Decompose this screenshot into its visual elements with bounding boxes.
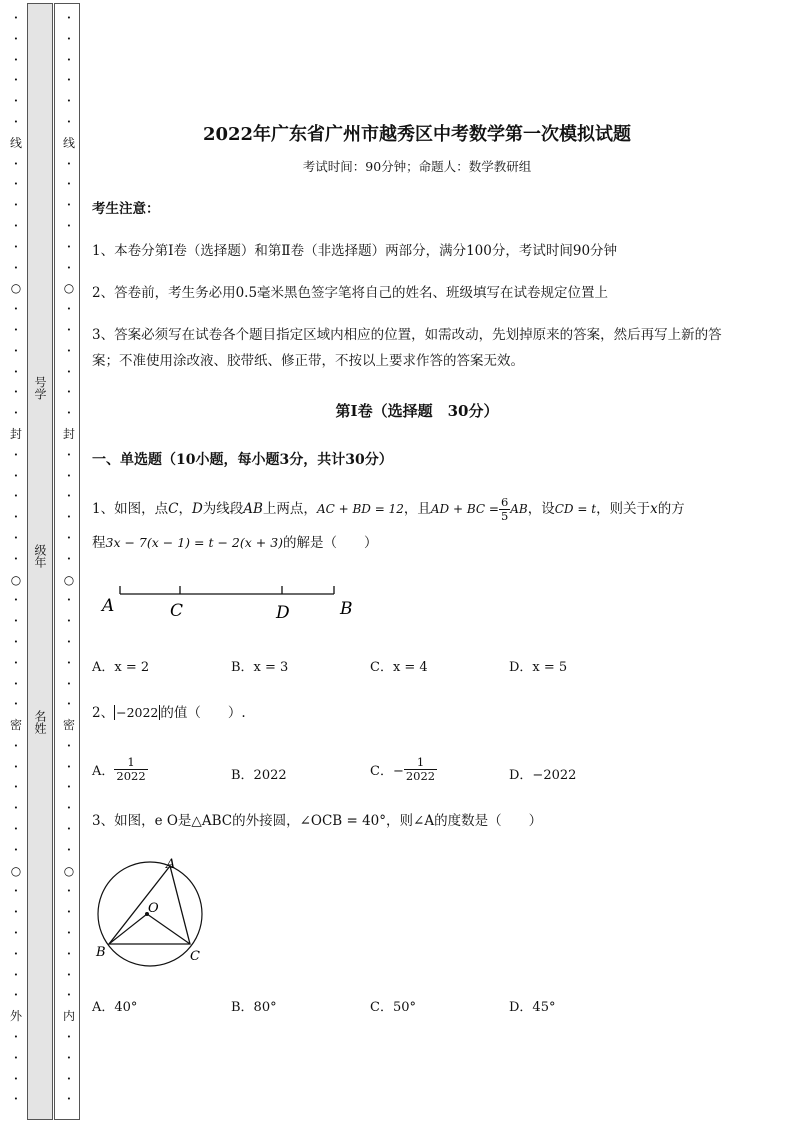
binding-label-name — [27, 710, 53, 739]
q1-text: 1、如图，点 — [92, 501, 169, 517]
binding-dot: • — [13, 14, 19, 22]
binding-mark: 封 — [62, 426, 75, 441]
q1-var-x: x — [650, 501, 658, 517]
binding-dot: • — [66, 492, 72, 501]
q2-text: 的值（ ）. — [160, 705, 246, 721]
binding-label-text: 级年 — [33, 544, 47, 568]
binding-dot: • — [13, 679, 19, 688]
binding-mark: ○ — [63, 572, 75, 587]
q2-option-a[interactable] — [92, 756, 148, 783]
binding-mark: 线 — [9, 135, 22, 150]
q1-var-c: C — [168, 501, 179, 517]
q3-circle-figure — [92, 850, 222, 970]
q1-var-ab: AB — [243, 501, 263, 517]
binding-dot: • — [13, 741, 19, 750]
page-title: 2022年广东省广州市越秀区中考数学第一次模拟试题 — [202, 124, 632, 145]
q2-absolute-value: −2022 — [116, 705, 159, 720]
binding-dot: • — [66, 1095, 72, 1104]
binding-mark: 封 — [9, 426, 22, 441]
binding-dot: • — [66, 929, 72, 938]
binding-dot: • — [13, 492, 19, 501]
binding-dot: • — [66, 180, 72, 189]
notice-item-2: 2、答卷前，考生务必用0.5毫米黑色签字笔将自己的姓名、班级填写在试卷规定位置上 — [92, 285, 609, 301]
binding-dot: • — [66, 700, 72, 709]
binding-dot: • — [13, 263, 19, 272]
binding-dot: • — [66, 1033, 72, 1042]
q1-text: ，且 — [403, 501, 431, 517]
binding-dot: • — [13, 762, 19, 771]
binding-dot: • — [13, 305, 19, 314]
binding-dot: • — [66, 617, 72, 626]
binding-dot: • — [66, 825, 72, 834]
binding-mark: ○ — [63, 281, 75, 296]
binding-dot: • — [66, 679, 72, 688]
binding-dot: • — [13, 1053, 19, 1062]
question-1-line-1 — [92, 494, 747, 524]
binding-dot: • — [13, 388, 19, 397]
binding-dot: • — [66, 762, 72, 771]
q1-text: ，则关于 — [596, 501, 651, 517]
binding-dot: • — [13, 533, 19, 542]
frac-num: 1 — [114, 756, 147, 770]
q1-equation-3: CD = t — [554, 502, 597, 516]
q1-text: 程 — [92, 535, 106, 551]
binding-label-student-id — [27, 376, 53, 405]
binding-dot: • — [66, 1074, 72, 1083]
binding-mark: 外 — [9, 1009, 22, 1024]
binding-dot: • — [66, 845, 72, 854]
binding-dot: • — [66, 14, 72, 22]
binding-dot: • — [13, 658, 19, 667]
binding-dot: • — [13, 513, 19, 522]
q2-text: 2、 — [92, 705, 115, 721]
question-2 — [92, 700, 747, 726]
binding-dot: • — [13, 180, 19, 189]
binding-dot: • — [66, 471, 72, 480]
notice-item-3: 3、答案必须写在试卷各个题目指定区域内相应的位置，如需改动，先划掉原来的答案，然后再写上新的答案；不准使用涂改液、胶带纸、修正带，不按以上要求作答的答案无效。 — [92, 327, 722, 369]
q3-option-c[interactable]: C．50° — [370, 1000, 416, 1015]
question-1-line-2 — [92, 530, 747, 556]
q1-equation-2: AD + BC = — [430, 502, 499, 516]
q1-text: ，设 — [527, 501, 555, 517]
page-subtitle: 考试时间：90分钟；命题人：数学教研组 — [302, 159, 532, 174]
binding-dot: • — [66, 596, 72, 605]
frac-den: 2022 — [405, 769, 436, 783]
frac-num: 1 — [404, 756, 437, 770]
q1-frac-num: 6 — [500, 495, 509, 509]
q1-option-d[interactable]: D．x = 5 — [509, 660, 568, 675]
binding-dot: • — [13, 845, 19, 854]
binding-dot: • — [66, 409, 72, 418]
binding-dot: • — [66, 1053, 72, 1062]
binding-label-text: 号学 — [33, 376, 47, 400]
binding-dot: • — [13, 970, 19, 979]
binding-dot: • — [13, 949, 19, 958]
q1-var-ab: AB — [510, 502, 528, 516]
binding-dot: • — [13, 825, 19, 834]
binding-dot: • — [13, 887, 19, 896]
q1-equation-1: AC + BD = 12 — [316, 502, 404, 516]
binding-dot: • — [66, 637, 72, 646]
binding-dot: • — [66, 533, 72, 542]
q2-option-d[interactable]: D．−2022 — [509, 768, 577, 783]
binding-mark: 内 — [62, 1009, 75, 1024]
notice-heading: 考生注意： — [92, 201, 160, 217]
binding-dot: • — [13, 471, 19, 480]
binding-dot: • — [66, 970, 72, 979]
label-a: A — [166, 857, 176, 872]
notice-item-1: 1、本卷分第I卷（选择题）和第Ⅱ卷（非选择题）两部分，满分100分，考试时间90分钟 — [92, 243, 618, 259]
binding-dot: • — [66, 346, 72, 355]
binding-dot: • — [66, 450, 72, 459]
binding-dot: • — [66, 887, 72, 896]
binding-dot: • — [13, 1074, 19, 1083]
binding-dot: • — [13, 617, 19, 626]
q2-option-c-fraction — [404, 756, 437, 783]
binding-dot: • — [13, 804, 19, 813]
q1-option-c[interactable]: C．x = 4 — [370, 660, 428, 675]
binding-dot: • — [13, 221, 19, 230]
frac-den: 2022 — [116, 769, 146, 783]
label-a: A — [102, 596, 115, 616]
binding-dot: • — [13, 929, 19, 938]
q1-text: ， — [178, 501, 192, 517]
section-title: 第I卷（选择题 30分） — [335, 402, 499, 420]
binding-mark: ○ — [10, 863, 22, 878]
q1-segment-figure — [92, 578, 372, 628]
binding-dot: • — [66, 804, 72, 813]
q2-option-b[interactable]: B．2022 — [231, 768, 287, 783]
binding-dot: • — [66, 325, 72, 334]
inner-dot-column — [56, 8, 82, 1110]
binding-dot: • — [13, 637, 19, 646]
binding-dot: • — [13, 596, 19, 605]
binding-dot: • — [66, 263, 72, 272]
binding-dot: • — [13, 34, 19, 43]
binding-dot: • — [13, 700, 19, 709]
label-c: C — [170, 601, 184, 621]
segment-ob — [109, 914, 147, 944]
binding-dot: • — [13, 159, 19, 168]
binding-dot: • — [66, 305, 72, 314]
binding-outer-column — [0, 0, 26, 1123]
binding-dot: • — [13, 783, 19, 792]
q1-text: 的解是（ ） — [283, 535, 378, 551]
binding-dot: • — [13, 201, 19, 210]
binding-dot: • — [13, 242, 19, 251]
binding-dot: • — [13, 554, 19, 563]
binding-dot: • — [66, 55, 72, 64]
binding-dot: • — [66, 34, 72, 43]
binding-dot: • — [66, 513, 72, 522]
question-3: 3、如图，e O是△ABC的外接圆，∠OCB = 40°，则∠A的度数是（ ） — [92, 813, 543, 829]
binding-dot: • — [13, 409, 19, 418]
q2-option-label: A． — [92, 764, 115, 779]
section-subtitle: 一、单选题（10小题，每小题3分，共计30分） — [92, 452, 393, 468]
binding-dot: • — [13, 367, 19, 376]
binding-mark: 密 — [9, 718, 22, 733]
q3-option-d[interactable]: D．45° — [509, 1000, 556, 1015]
q1-text: 的方 — [657, 501, 685, 517]
binding-mark: 密 — [62, 718, 75, 733]
binding-dot: • — [66, 242, 72, 251]
q1-frac-den: 5 — [500, 509, 509, 523]
q3-option-b[interactable]: B．80° — [231, 1000, 277, 1015]
q1-option-b[interactable]: B．x = 3 — [231, 660, 289, 675]
binding-mark: ○ — [10, 281, 22, 296]
binding-dot: • — [66, 221, 72, 230]
binding-dot: • — [13, 346, 19, 355]
q1-equation: 3x − 7(x − 1) = t − 2(x + 3) — [105, 535, 284, 550]
outer-dot-column — [3, 8, 29, 1110]
binding-dot: • — [66, 741, 72, 750]
binding-dot: • — [66, 117, 72, 126]
label-d: D — [276, 603, 290, 623]
q2-option-label: C．− — [370, 764, 404, 779]
binding-dot: • — [13, 97, 19, 106]
binding-dot: • — [66, 908, 72, 917]
label-c: C — [190, 949, 200, 964]
binding-dot: • — [66, 367, 72, 376]
label-b: B — [96, 945, 106, 960]
binding-dot: • — [13, 908, 19, 917]
q1-option-a[interactable]: A．x = 2 — [92, 660, 150, 675]
label-o: O — [148, 901, 159, 916]
q2-option-a-fraction — [114, 756, 147, 783]
binding-dot: • — [66, 159, 72, 168]
binding-dot: • — [66, 783, 72, 792]
binding-label-grade — [27, 544, 53, 573]
binding-dot: • — [66, 949, 72, 958]
binding-mark: ○ — [10, 572, 22, 587]
binding-mark: ○ — [63, 863, 75, 878]
binding-dot: • — [13, 76, 19, 85]
binding-dot: • — [13, 55, 19, 64]
binding-mark: 线 — [62, 135, 75, 150]
label-b: B — [340, 599, 353, 619]
q1-text: 上两点， — [262, 501, 317, 517]
binding-label-text: 名姓 — [33, 710, 47, 734]
binding-dot: • — [66, 554, 72, 563]
binding-dot: • — [66, 658, 72, 667]
binding-dot: • — [13, 325, 19, 334]
binding-dot: • — [66, 201, 72, 210]
binding-dot: • — [66, 97, 72, 106]
binding-dot: • — [66, 388, 72, 397]
q1-var-d: D — [191, 501, 203, 517]
q2-option-c[interactable] — [370, 756, 437, 783]
q3-option-a[interactable]: A．40° — [92, 1000, 138, 1015]
binding-dot: • — [66, 991, 72, 1000]
binding-dot: • — [13, 450, 19, 459]
q1-text: 为线段 — [202, 501, 244, 517]
q1-fraction — [499, 496, 510, 523]
binding-dot: • — [13, 991, 19, 1000]
binding-dot: • — [13, 1095, 19, 1104]
binding-dot: • — [66, 76, 72, 85]
binding-dot: • — [13, 1033, 19, 1042]
binding-dot: • — [13, 117, 19, 126]
